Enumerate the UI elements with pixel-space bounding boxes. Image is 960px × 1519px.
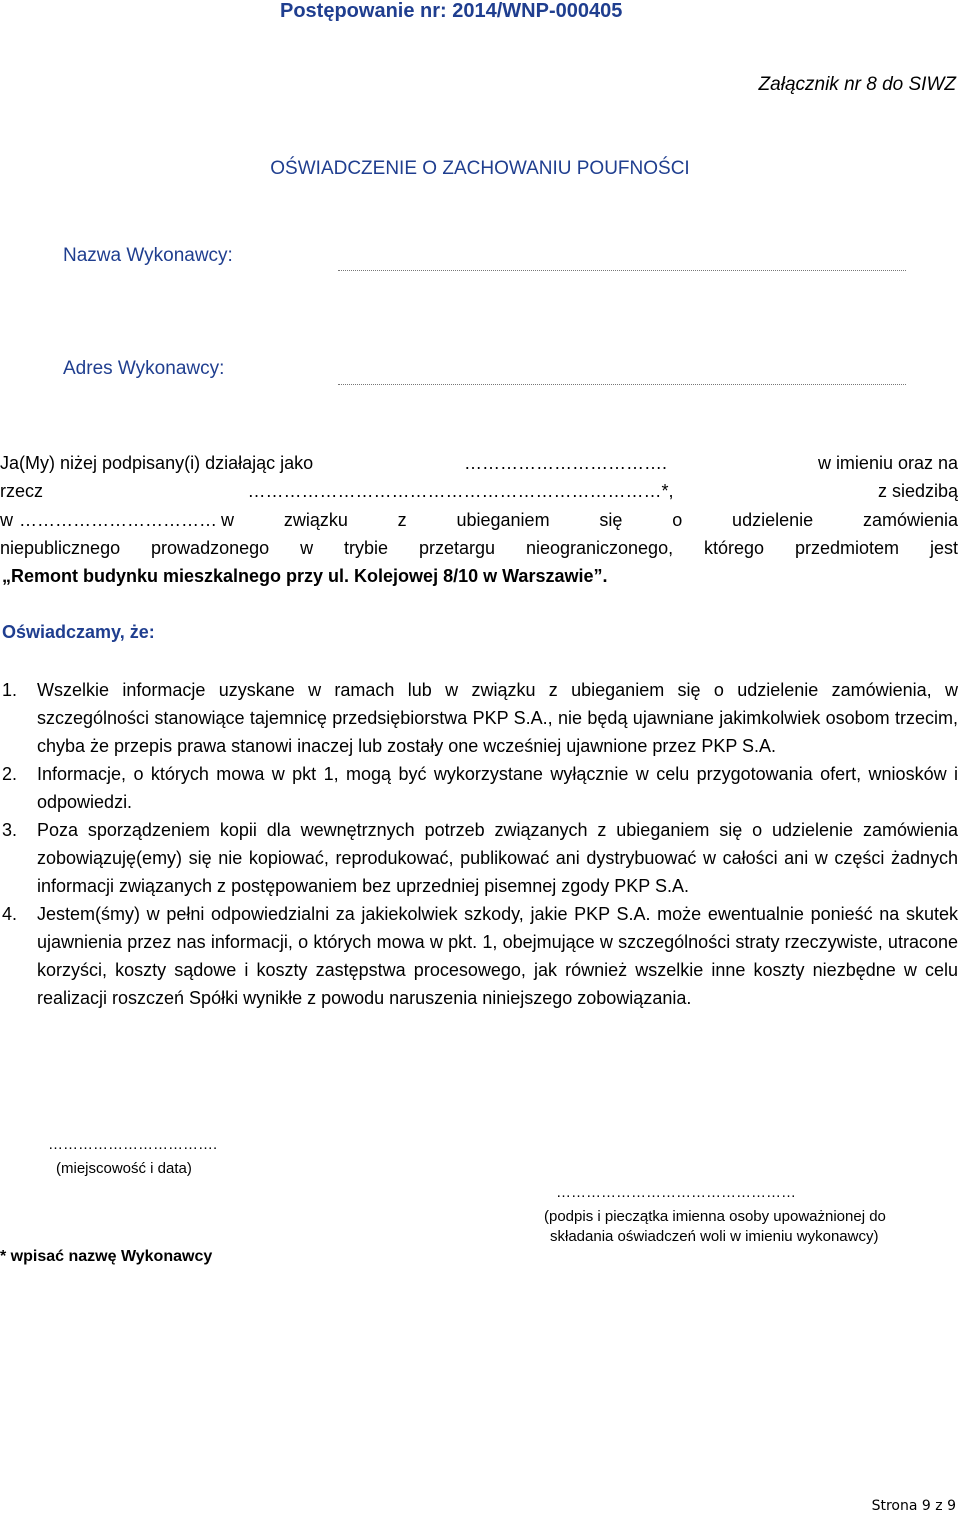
subject-of-order: „Remont budynku mieszkalnego przy ul. Kolejowej 8/10 w Warszawie”. — [2, 566, 608, 586]
list-item — [0, 816, 958, 900]
contractor-address-fill-line[interactable] — [338, 384, 906, 385]
place-date-label: (miejscowość i data) — [56, 1160, 192, 1177]
document-title: OŚWIADCZENIE O ZACHOWANIU POUFNOŚCI — [270, 158, 690, 179]
page-number — [872, 1498, 956, 1514]
annex-label: Załącznik nr 8 do SIWZ — [758, 74, 956, 95]
intro-line-3 — [0, 509, 958, 531]
intro-line1-end: w imieniu oraz na — [817, 453, 958, 473]
intro-line-1 — [0, 452, 958, 474]
list-item — [0, 900, 958, 1012]
place-date-dots: ……………………………. — [48, 1136, 218, 1153]
list-item-text: Jestem(śmy) w pełni odpowiedzialni za jakiekolwiek szkody, jakie PKP S.A. może ewentualnie ponieść na skutek ujawnienia przez nas informacji, o których mowa w pkt. 1, obejmujące w szczególności straty rzeczywiste, utracone korzyści, koszty sądowe i koszty zastępstwa procesowego, jak również wszelkie inne koszty niezbędne w celu realizacji roszczeń Spółki wynikłe z powodu naruszenia niniejszego zobowiązania. — [37, 904, 958, 1008]
signature-dots: ………………………………………… — [556, 1184, 796, 1201]
intro-line1-start: Ja(My) niżej podpisany(i) działając jako — [0, 453, 314, 473]
intro-line3-dots: …………………………… — [19, 510, 217, 530]
intro-line2-end: z siedzibą — [877, 481, 958, 501]
list-item-number: 1. — [2, 680, 18, 700]
signature-label-line1: (podpis i pieczątka imienna osoby upoważnionej do — [544, 1208, 886, 1225]
list-item-number: 2. — [2, 764, 18, 784]
page-label: Strona — [871, 1498, 918, 1514]
list-item-text: Informacje, o których mowa w pkt 1, mogą być wykorzystane wyłącznie w celu przygotowania ofert, wniosków i odpowiedzi. — [37, 764, 958, 812]
intro-line-4: niepublicznego prowadzonego w trybie przetargu nieograniczonego, którego przedmiotem jest — [0, 538, 958, 558]
page-total: 9 — [947, 1498, 956, 1514]
intro-line1-dots: ……………………………. — [464, 453, 668, 473]
declaration-heading: Oświadczamy, że: — [2, 622, 155, 642]
list-item-text: Poza sporządzeniem kopii dla wewnętrznych potrzeb związanych z ubieganiem się o udzielenie zamówienia zobowiązuję(emy) się nie kopiować, reprodukować, publikować ani dystrybuować w całości ani w części żadnych informacji związanych z postępowaniem bez uprzedniej pisemnej zgody PKP S.A. — [37, 820, 958, 896]
page-current: 9 — [921, 1498, 931, 1514]
page-sep: z — [935, 1498, 943, 1514]
intro-line2-dots: ……………………………………………………………*, — [247, 481, 674, 501]
page-header-title: Postępowanie nr: 2014/WNP-000405 — [280, 0, 623, 22]
footnote: * wpisać nazwę Wykonawcy — [0, 1248, 213, 1265]
list-item-number: 4. — [2, 904, 18, 924]
declaration-list — [0, 676, 958, 1012]
intro-line2-start: rzecz — [0, 481, 44, 501]
contractor-address-label: Adres Wykonawcy: — [63, 358, 225, 379]
intro-line3-start: w — [0, 510, 13, 530]
contractor-name-label: Nazwa Wykonawcy: — [63, 245, 233, 266]
list-item-number: 3. — [2, 820, 18, 840]
list-item-text: Wszelkie informacje uzyskane w ramach lub w związku z ubieganiem się o udzielenie zamówienia, w szczególności stanowiące tajemnicę przedsiębiorstwa PKP S.A., nie będą ujawniane jakimkolwiek osobom trzecim, chyba że przepis prawa stanowi inaczej lub zostały one wcześniej ujawnione przez PKP S.A. — [37, 680, 958, 756]
list-item — [0, 760, 958, 816]
intro-line3-end: w związku z ubieganiem się o udzielenie zamówienia — [221, 510, 958, 530]
contractor-name-fill-line[interactable] — [338, 270, 906, 271]
intro-line-2 — [0, 480, 958, 502]
list-item — [0, 676, 958, 760]
signature-label-line2: składania oświadczeń woli w imieniu wykonawcy) — [550, 1228, 879, 1245]
